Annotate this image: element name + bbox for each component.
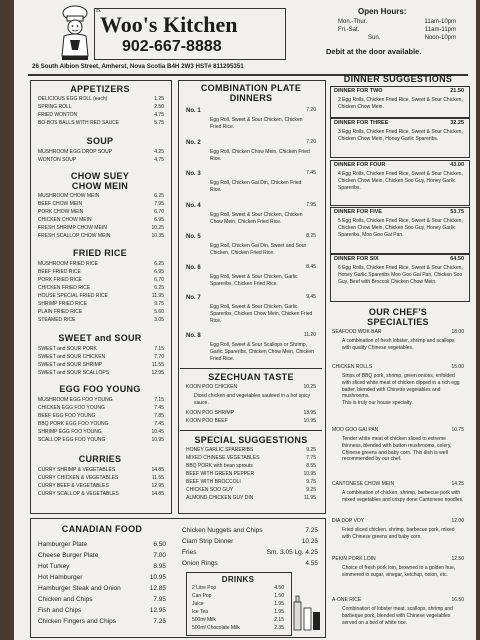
section-title-soup: SOUP	[86, 136, 114, 146]
menu-item: BO-BOS BALLS WITH RED SAUCE 5.75	[38, 120, 164, 126]
menu-item: BEEF WITH GREEN PEPPER 10.95	[186, 471, 316, 477]
debit-note: Debit at the door available.	[326, 47, 422, 56]
menu-item: Chicken Nuggets and Chips 7.25	[182, 527, 318, 534]
menu-item: SWEET and SOUR PORK 7.15	[38, 346, 164, 352]
dinner-title: DINNER FOR FIVE 53.75	[334, 209, 464, 215]
chef-item: PEKIN PORK LOIN 12.50	[332, 556, 464, 562]
menu-item: CHICKEN EGG FOO YOUNG 7.45	[38, 405, 164, 411]
menu-item: Hamburger Steak and Onion 12.85	[38, 585, 166, 592]
chef-item: CHICKEN ROLLS 15.00	[332, 364, 464, 370]
menu-item: Cheese Burger Plate 7.00	[38, 552, 166, 559]
section-title-dinner: DINNER SUGGESTIONS	[343, 74, 453, 84]
section-title-egg-foo-young: EGG FOO YOUNG	[59, 384, 141, 394]
menu-item: CHICKEN CHOW MEIN 6.95	[38, 217, 164, 223]
menu-item: MUSHROOM EGG FOO YOUNG 7.15	[38, 397, 164, 403]
item-description: Diced chicken and vegetables sauteed in a hot spicy sauce.	[194, 393, 311, 406]
section-title-combination: COMBINATION PLATE DINNERS	[200, 83, 302, 104]
drink-item: Ice Tea 1.95	[192, 609, 284, 615]
menu-item: HOUSE SPECIAL FRIED RICE 11.95	[38, 293, 164, 299]
menu-item: KOON POO BEEF 10.95	[186, 418, 316, 424]
menu-item: MUSHROOM CHOW MEIN 6.25	[38, 193, 164, 199]
menu-item: CURRY CHICKEN & VEGETABLES 11.55	[38, 475, 164, 481]
menu-item: WONTON SOUP 4.75	[38, 157, 164, 163]
menu-item: ALMOND CHICKEN GUY DIN 11.95	[186, 495, 316, 501]
dinner-title: DINNER FOR FOUR 43.00	[334, 162, 464, 168]
menu-item: Chicken Fingers and Chips 7.25	[38, 618, 166, 625]
drinks-bottles-icon	[292, 588, 322, 632]
menu-item: Fish and Chips 12.95	[38, 607, 166, 614]
section-title-curries: CURRIES	[78, 454, 122, 464]
chef-item: MOO GOO GAI PAN 10.75	[332, 427, 464, 433]
section-title-canadian: CANADIAN FOOD	[61, 524, 143, 534]
drink-item: Can Pop 1.50	[192, 593, 284, 599]
drink-item: 500ml Chocolate Milk 2.35	[192, 625, 284, 631]
menu-item: HONEY GARLIC SPARERIBS 9.25	[186, 447, 316, 453]
menu-item: SWEET and SOUR SHRIMP 11.55	[38, 362, 164, 368]
menu-item: CHICKEN SOO GUY 9.25	[186, 487, 316, 493]
drink-item: Juice 1.95	[192, 601, 284, 607]
divider	[180, 430, 322, 431]
section-title-sweet-sour: SWEET and SOUR	[58, 333, 142, 343]
menu-item: MIXED CHINESE VEGETABLES 7.75	[186, 455, 316, 461]
brand-small: B.	[96, 8, 102, 14]
menu-item: CURRY BEEF & VEGETABLES 12.95	[38, 483, 164, 489]
menu-item: KOON POO SHRIMP 13.95	[186, 410, 316, 416]
menu-item: PORK FRIED RICE 6.70	[38, 277, 164, 283]
menu-item: BEEF EGG FOO YOUNG 7.85	[38, 413, 164, 419]
chef-item: A-ONE RICE 16.50	[332, 597, 464, 603]
open-hours-title: Open Hours:	[358, 7, 407, 16]
menu-item: Hamburger Plate 6.50	[38, 541, 166, 548]
menu-item: SHRIMP EGG FOO YOUNG 10.45	[38, 429, 164, 435]
hours-row: Fri.-Sat. 11am-11pm	[338, 27, 456, 33]
menu-item: Clam Strip Dinner 10.25	[182, 538, 318, 545]
menu-sheet: B. Woo's Kitchen 902-667-8888 26 South Albion Street, Amherst, Nova Scotia B4H 2W3 HST# 811295351 Open Hours: Mon.-Thur. 11am-10pm Fri.-Sat. 11am-11pm Sun. Noon-10pm Debit at the door available. APPETIZERS DELICIOUS EGG ROLL (each) 1.25 SPRING ROLL 2.50 FRIED WONTON 4.75 BO-BOS BALLS WITH RED SAUCE 5.75 SOUP MUSHROOM EGG DROP SOUP 4.25 WONTON SOUP 4.75 CHOW SUEY CHOW MEIN MUSHROOM CHOW MEIN 6.25 BEEF CHOW MEIN 7.95 PORK CHOW MEIN 6.70 CHICKEN CHOW MEIN 6.95 FRESH SHRIMP CHOW MEIN 10.25 FRESH SCALLOP CHOW MEIN 10.35 FRIED RICE MUSHROOM FRIED RICE 6.25 BEEF FRIED RICE 6.95 PORK FRIED RICE 6.70 CHICKEN FRIED RICE 6.25 HOUSE SPECIAL FRIED RICE 11.95 SHRIMP FRIED RICE 9.75 PLAIN FRIED RICE 5.60 STEAMED RICE 3.05 SWEET and SOUR SWEET and SOUR PORK 7.15 SWEET and SOUR CHICKEN 7.70 SWEET and SOUR SHRIMP 11.55 SWEET and SOUR SCALLOPS 12.95 EGG FOO YOUNG MUSHROOM EGG FOO YOUNG 7.15 CHICKEN EGG FOO YOUNG 7.45 BEEF EGG FOO YOUNG 7.85 BBQ PORK EGG FOO YOUNG 7.45 SHRIMP EGG FOO YOUNG 10.45 SCALLOP EGG FOO YOUNG 10.95 CURRIES CURRY SHRIMP & VEGETABLES 14.85 CURRY CHICKEN & VEGETABLES 11.55 CURRY BEEF & VEGETABLES 12.95 CURRY SCALLOP & VEGETABLES 14.85 COMBINATION PLATE DINNERS No. 1 7.20 Egg Roll, Sweet & Sour Chicken, Chicken Fried Rice. No. 2 7.20 Egg Roll, Chicken Chow Mein, Chicken Fried Rice. No. 3 7.45 Egg Roll, Chicken Gai Din, Chicken Fried Rice. No. 4 7.95 Egg Roll, Sweet & Sour Chicken, Chicken Chow Mein, Chicken Fried Rice. No. 5 8.25 Egg Roll, Chicken Gai Din, Sweet and Sour Chicken, Chicken Fried Rice. No. 6 8.45 Egg Roll, Sweet & Sour Chicken, Garlic Spareribs, Chicken Fried Rice. No. 7 9.45 Egg Roll, Sweet & Sour Chicken, Garlic Spareribs, Chicken Chow Mein, Chicken Fried Rice. No. 8 11.20 Egg Roll, Sweet & Sour Scallops or Shrimp, Garlic Spareribs, Chicken Chow Mein, Chicken Fried Rice. SZECHUAN TASTE KOON POO CHICKEN 10.25 Diced chicken and vegetables sauteed in a hot spicy sauce. KOON POO SHRIMP 13.95 KOON POO BEEF 10.95 SPECIAL SUGGESTIONS HONEY GARLIC SPARERIBS 9.25 MIXED CHINESE VEGETABLES 7.75 BBQ PORK with bean sprouts 8.55 BEEF WITH GREEN PEPPER 10.95 BEEF WITH BROCCOLI 9.75 CHICKEN SOO GUY 9.25 ALMOND CHICKEN GUY DIN 11.95 DINNER SUGGESTIONS DINNER FOR TWO 21.50 2 Egg Rolls, Chicken Fried Rice, Sweet & Sour Chicken, Chicken Chow Mein. DINNER FOR THREE 32.25 3 Egg Rolls, Chicken Fried Rice, Sweet & Sour Chicken, Chicken Chow Mein, Honey Garlic Spareribs. DINNER FOR FOUR 43.00 4 Egg Rolls, Chicken Fried Rice, Sweet & Sour Chicken, Chicken Chow Mein, Chicken Soo Guy, Honey Garlic Spareribs. DINNER FOR FIVE 53.75 5 Egg Rolls, Chicken Fried Rice, Sweet & Sour Chicken, Chicken Chow Mein, Chicken Soo Guy, Honey Garlic Spareribs, Moo Goo Gai Pan. DINNER FOR SIX 64.50 6 Egg Rolls, Chicken Fried Rice, Sweet & Sour Chicken, Honey Garlic Spareribs Moo Goo Gai Pan, Chicken Soo Guy, Beef with Broccoli Chicken Chow Mein. OUR CHEF'S SPECIALTIES SEAFOOD WOK BAR 18.00 A combination of fresh lobster, shrimp and scallops with quality Chinese vegetables. CHICKEN ROLLS 15.00 Strips of BBQ pork, shrimp, green onions, enfolded with sliced white meat of chicken dipped in a rich egg batter, blended with Chinese vegetables and mushrooms. This is truly our house specialty. MOO GOO GAI PAN 10.75 Tender white meat of chicken sliced to extreme thinness, blended with button mushrooms, celery, Chinese greens and baby corn. This dish is well recommended by our chef. CANTONESE CHOW MEIN 14.25 A combination of chicken, shrimp, barbecue pork with mixed vegetables and crispy done Cantonese noodles. DIA DOP VOY 12.00 Fried sliced chicken, shrimp, barbecue pork, mixed with Chinese greens and baby corn. PEKIN PORK LOIN 12.50 Choice of fresh pork loin, browned to a golden hue, simmered in sugar, vinegar, ketchup, onion, etc. A-ONE RICE 16.50 Combination of lobster meat, scallops, shrimp and barbeque pork, blended with Chinese vegetables served on a bed of white rice. CANADIAN FOOD Hamburger Plate 6.50 Cheese Burger Plate 7.00 Hot Turkey 8.95 Hot Hamburger 10.95 Hamburger Steak and Onion 12.85 Chicken and Chips 7.95 Fish and Chips 12.95 Chicken Fingers and Chips 7.25 Chicken Nuggets and Chips 7.25 Clam Strip Dinner 10.25 Fries Sm. 3.05 Lg. 4.25 Onion Rings 4.55 DRINKS 2 Litre Pop 4.50 Can Pop 1.50 Juice 1.95 Ice Tea 1.95 500ml Milk 2.15 500ml Chocolate Milk 2.35	[14, 0, 476, 640]
section-title-chow-mein: CHOW SUEY CHOW MEIN	[70, 171, 130, 192]
dinner-title: DINNER FOR THREE 32.25	[334, 120, 464, 126]
menu-item: BEEF WITH BROCCOLI 9.75	[186, 479, 316, 485]
menu-item: FRESH SCALLOP CHOW MEIN 10.35	[38, 233, 164, 239]
menu-item: SWEET and SOUR CHICKEN 7.70	[38, 354, 164, 360]
drink-item: 500ml Milk 2.15	[192, 617, 284, 623]
menu-item: BEEF CHOW MEIN 7.95	[38, 201, 164, 207]
menu-item: CURRY SHRIMP & VEGETABLES 14.85	[38, 467, 164, 473]
menu-item: DELICIOUS EGG ROLL (each) 1.25	[38, 96, 164, 102]
drink-item: 2 Litre Pop 4.50	[192, 585, 284, 591]
menu-item: BBQ PORK EGG FOO YOUNG 7.45	[38, 421, 164, 427]
section-title-appetizers: APPETIZERS	[70, 84, 130, 94]
menu-item: SCALLOP EGG FOO YOUNG 10.95	[38, 437, 164, 443]
menu-item: KOON POO CHICKEN 10.25	[186, 384, 316, 390]
phone-number: 902-667-8888	[122, 38, 222, 55]
hours-row: Mon.-Thur. 11am-10pm	[338, 19, 456, 25]
divider	[180, 368, 322, 369]
menu-item: Onion Rings 4.55	[182, 560, 318, 567]
chef-item: DIA DOP VOY 12.00	[332, 518, 464, 524]
menu-item: CHICKEN FRIED RICE 6.25	[38, 285, 164, 291]
chef-item: SEAFOOD WOK BAR 18.00	[332, 329, 464, 335]
menu-item: FRESH SHRIMP CHOW MEIN 10.25	[38, 225, 164, 231]
menu-item: PORK CHOW MEIN 6.70	[38, 209, 164, 215]
menu-item: Hot Hamburger 10.95	[38, 574, 166, 581]
menu-item: STEAMED RICE 3.05	[38, 317, 164, 323]
menu-item: Hot Turkey 8.95	[38, 563, 166, 570]
hours-row: Sun. Noon-10pm	[368, 35, 456, 41]
menu-item: BBQ PORK with bean sprouts 8.55	[186, 463, 316, 469]
section-title-drinks: DRINKS	[221, 575, 255, 584]
chef-mascot-icon	[56, 4, 94, 62]
section-title-chef: OUR CHEF'S SPECIALTIES	[367, 307, 429, 328]
menu-item: MUSHROOM EGG DROP SOUP 4.25	[38, 149, 164, 155]
section-title-special: SPECIAL SUGGESTIONS	[194, 435, 308, 445]
menu-item: Chicken and Chips 7.95	[38, 596, 166, 603]
menu-item: MUSHROOM FRIED RICE 6.25	[38, 261, 164, 267]
section-title-fried-rice: FRIED RICE	[72, 248, 127, 258]
menu-item: PLAIN FRIED RICE 5.60	[38, 309, 164, 315]
logo-frame	[94, 8, 286, 60]
menu-item: SWEET and SOUR SCALLOPS 12.95	[38, 370, 164, 376]
menu-item: FRIED WONTON 4.75	[38, 112, 164, 118]
menu-item: BEEF FRIED RICE 6.95	[38, 269, 164, 275]
menu-item: Fries Sm. 3.05 Lg. 4.25	[182, 549, 318, 556]
menu-item: SPRING ROLL 2.50	[38, 104, 164, 110]
dinner-title: DINNER FOR SIX 64.50	[334, 256, 464, 262]
section-title-szechuan: SZECHUAN TASTE	[208, 372, 294, 382]
menu-item: CURRY SCALLOP & VEGETABLES 14.85	[38, 491, 164, 497]
dinner-title: DINNER FOR TWO 21.50	[334, 88, 464, 94]
address: 26 South Albion Street, Amherst, Nova Scotia B4H 2W3 HST# 811295351	[32, 63, 244, 70]
chef-item: CANTONESE CHOW MEIN 14.25	[332, 481, 464, 487]
restaurant-title: Woo's Kitchen	[100, 12, 238, 37]
menu-item: SHRIMP FRIED RICE 9.75	[38, 301, 164, 307]
